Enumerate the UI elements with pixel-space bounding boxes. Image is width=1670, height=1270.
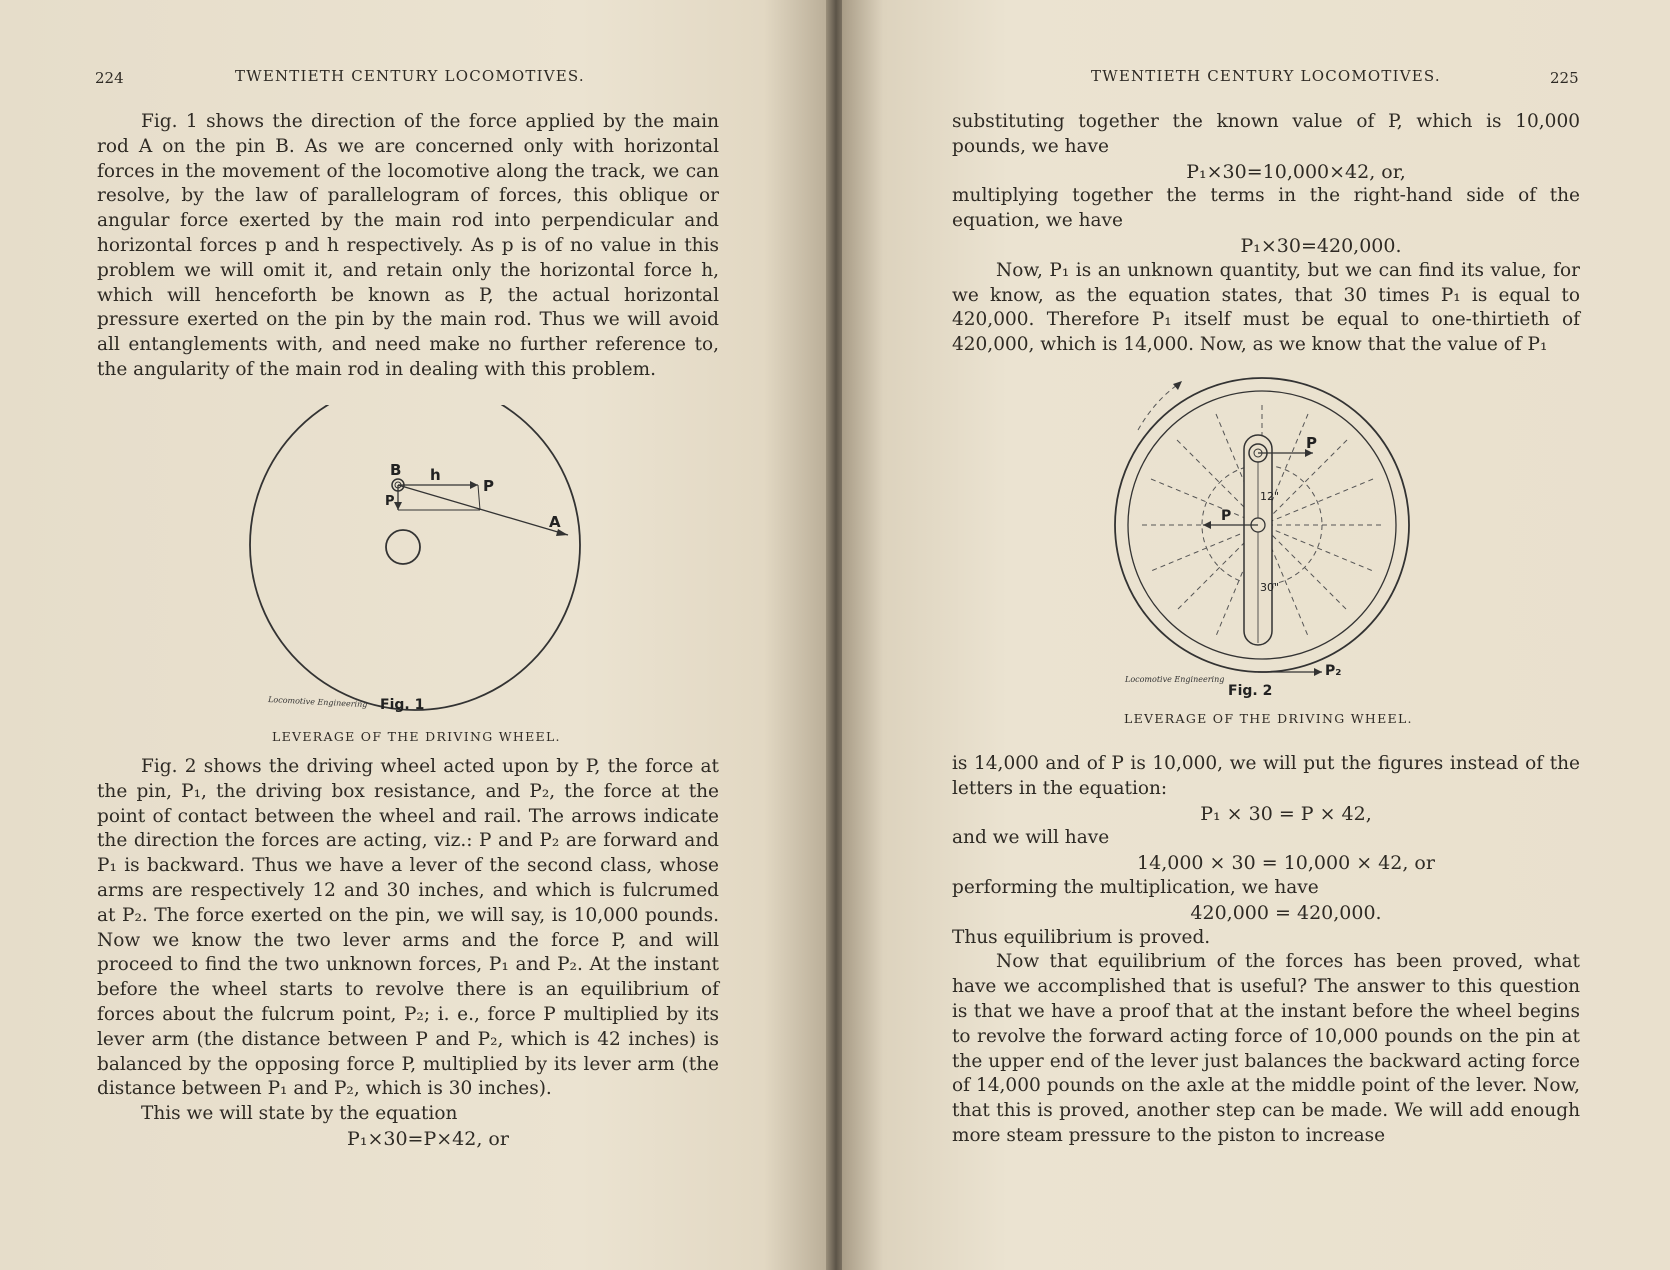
right-equation-5: 420,000 = 420,000. — [1190, 901, 1382, 924]
right-paragraph-7: Thus equilibrium is proved. — [952, 926, 1211, 948]
fig2-label-P2: P₂ — [1325, 663, 1342, 679]
fig1-label-A: A — [549, 513, 561, 531]
fig2-label-P-top: P — [1306, 434, 1317, 452]
fig1-label-p: P — [385, 494, 395, 509]
fig2-label: Fig. 2 — [1228, 683, 1273, 699]
fig2-label-30: 30" — [1260, 581, 1280, 594]
left-text-bottom — [97, 755, 719, 1152]
fig1-label-h: h — [430, 466, 441, 484]
right-paragraph-3: Now, P₁ is an unknown quantity, but we can find its value, for we know, as the equation states, that 30 times P₁ is equal to 420,000. Therefore P₁ itself must be equal to one-thirtieth of 420,000, which is 14,000. Now, as we know that the value of P₁ — [952, 259, 1580, 356]
right-paragraph-4: is 14,000 and of P is 10,000, we will put the figures instead of the letters in the equation: — [952, 753, 1580, 799]
fig2-caption: LEVERAGE OF THE DRIVING WHEEL. — [1124, 711, 1413, 726]
fig1-label-B: B — [390, 461, 402, 479]
figure-2 — [1110, 375, 1490, 705]
fig1-axle — [386, 530, 420, 564]
left-paragraph-3: This we will state by the equation — [141, 1103, 458, 1125]
right-paragraph-8: Now that equilibrium of the forces has been proved, what have we accomplished that is useful? The answer to this question is that we have a proof that at the instant before the wheel begins to revolve the forward acting force of 10,000 pounds on the pin at the upper end of the lever just balances the backward acting force of 14,000 pounds on the axle at the middle point of the lever. Now, that this is proved, another step can be made. We will add enough more steam pressure to the piston to increase — [952, 951, 1580, 1146]
right-paragraph-5: and we will have — [952, 827, 1110, 849]
right-equation-3: P₁ × 30 = P × 42, — [1200, 802, 1372, 825]
left-page — [0, 0, 830, 1270]
right-paragraph-1: substituting together the known value of P, which is 10,000 pounds, we have — [952, 111, 1580, 157]
fig2-credit: Locomotive Engineering — [1125, 675, 1225, 684]
running-head-right: TWENTIETH CENTURY LOCOMOTIVES. — [1091, 67, 1441, 85]
right-text-bottom — [952, 752, 1580, 1149]
running-head-left: TWENTIETH CENTURY LOCOMOTIVES. — [235, 67, 585, 85]
left-text-top — [97, 110, 719, 383]
fig1-label-P: P — [483, 477, 494, 495]
page-number-left: 224 — [95, 69, 124, 87]
right-text-top — [952, 110, 1580, 358]
left-equation-1: P₁×30=P×42, or — [347, 1127, 509, 1150]
fig1-caption: LEVERAGE OF THE DRIVING WHEEL. — [272, 729, 561, 744]
right-paragraph-2: multiplying together the terms in the right-hand side of the equation, we have — [952, 185, 1580, 232]
right-page — [842, 0, 1670, 1270]
right-paragraph-6: performing the multiplication, we have — [952, 876, 1319, 898]
fig2-label-P-mid: P — [1221, 508, 1232, 524]
figure-1 — [240, 405, 600, 735]
fig1-credit: Locomotive Engineering — [267, 695, 368, 710]
right-equation-2: P₁×30=420,000. — [1240, 234, 1402, 257]
fig2-label-12: 12" — [1260, 490, 1280, 503]
fig1-wheel-rim — [250, 405, 580, 710]
left-paragraph-1: Fig. 1 shows the direction of the force applied by the main rod A on the pin B. As we are concerned only with horizontal forces in the movement of the locomotive along the track, we can resolve, by the law of parallelogram of forces, this oblique or angular force exerted by the main rod into perpendicular and horizontal forces p and h respectively. As p is of no value in this problem we will omit it, and retain only the horizontal force h, which will henceforth be known as P, the actual horizontal pressure exerted on the pin by the main rod. Thus we will avoid all entanglements with, and need make no further reference to, the angularity of the main rod in dealing with this problem. — [97, 111, 719, 380]
fig1-label: Fig. 1 — [380, 697, 425, 713]
right-equation-1: P₁×30=10,000×42, or, — [1186, 160, 1406, 183]
page-number-right: 225 — [1550, 69, 1579, 87]
left-paragraph-2: Fig. 2 shows the driving wheel acted upon by P, the force at the pin, P₁, the driving box resistance, and P₂, the force at the point of contact between the wheel and rail. The arrows indicate the direction the forces are acting, viz.: P and P₂ are forward and P₁ is backward. Thus we have a lever of the second class, whose arms are respectively 12 and 30 inches, and which is fulcrumed at P₂. The force exerted on the pin, we will say, is 10,000 pounds. Now we know the two lever arms and the force P, and will proceed to find the two unknown forces, P₁ and P₂. At the instant before the wheel starts to revolve there is an equilibrium of forces about the fulcrum point, P₂; i. e., force P multiplied by its lever arm (the distance between P and P₂, which is 42 inches) is balanced by the opposing force P, multiplied by its lever arm (the distance between P₁ and P₂, which is 30 inches). — [97, 756, 719, 1100]
right-equation-4: 14,000 × 30 = 10,000 × 42, or — [1137, 852, 1435, 875]
